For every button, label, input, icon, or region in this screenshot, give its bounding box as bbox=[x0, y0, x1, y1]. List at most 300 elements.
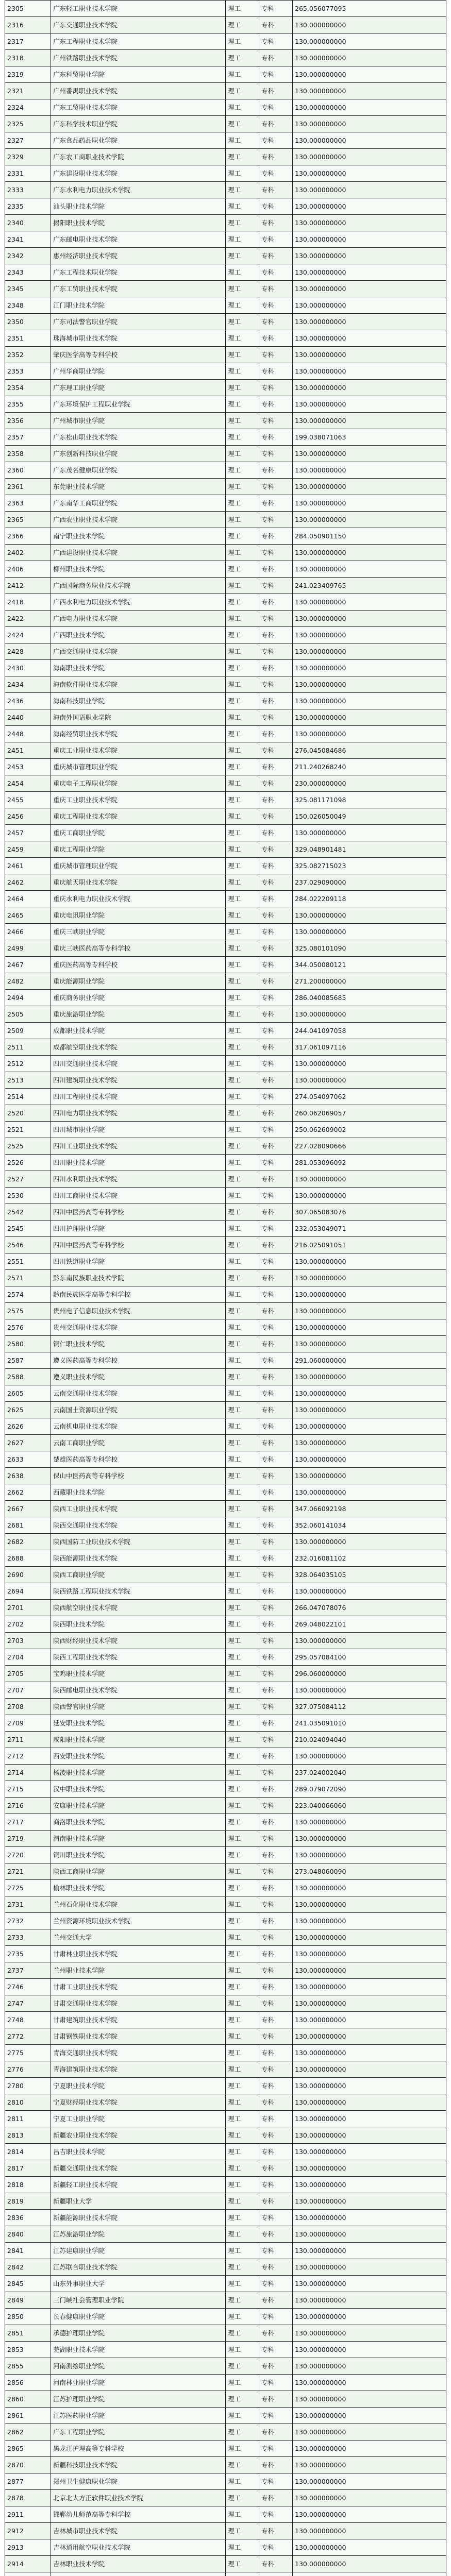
school-code-cell: 2850 bbox=[5, 2309, 51, 2325]
batch-cell: 专科 bbox=[259, 2259, 293, 2276]
score-cell: 250.062609002 bbox=[293, 1122, 446, 1138]
category-cell: 理工 bbox=[226, 2127, 259, 2144]
school-code-cell: 2454 bbox=[5, 775, 51, 792]
school-name-cell: 重庆旅游职业学院 bbox=[51, 1006, 226, 1023]
table-row bbox=[5, 2391, 446, 2408]
batch-cell: 专科 bbox=[259, 1798, 293, 1814]
table-row bbox=[5, 2523, 446, 2539]
score-cell: 130.000000000 bbox=[293, 2441, 446, 2457]
score-cell: 284.022209118 bbox=[293, 891, 446, 907]
school-name-cell: 四川城市职业学院 bbox=[51, 1122, 226, 1138]
score-cell: 130.000000000 bbox=[293, 1929, 446, 1946]
school-code-cell: 2688 bbox=[5, 1550, 51, 1567]
school-name-cell: 广西交通职业技术学院 bbox=[51, 643, 226, 660]
category-cell: 理工 bbox=[226, 281, 259, 297]
score-cell: 130.000000000 bbox=[293, 2012, 446, 2028]
batch-cell: 专科 bbox=[259, 2061, 293, 2078]
score-cell: 130.000000000 bbox=[293, 479, 446, 495]
school-name-cell: 四川电力职业技术学院 bbox=[51, 1105, 226, 1122]
table-row bbox=[5, 1039, 446, 1056]
score-cell: 130.000000000 bbox=[293, 627, 446, 643]
school-code-cell: 2877 bbox=[5, 2473, 51, 2490]
table-row bbox=[5, 132, 446, 149]
batch-cell: 专科 bbox=[259, 1880, 293, 1896]
score-cell: 130.000000000 bbox=[293, 1896, 446, 1913]
batch-cell: 专科 bbox=[259, 2193, 293, 2210]
table-row bbox=[5, 808, 446, 825]
score-cell: 130.000000000 bbox=[293, 1319, 446, 1336]
school-name-cell: 云南交通职业技术学院 bbox=[51, 1385, 226, 1402]
score-cell: 130.000000000 bbox=[293, 1946, 446, 1962]
school-code-cell: 2467 bbox=[5, 957, 51, 973]
table-row bbox=[5, 99, 446, 116]
category-cell: 理工 bbox=[226, 264, 259, 281]
school-name-cell: 柳州职业技术学院 bbox=[51, 561, 226, 578]
admission-score-table bbox=[5, 0, 446, 2576]
school-code-cell: 2329 bbox=[5, 149, 51, 165]
score-cell: 130.000000000 bbox=[293, 2028, 446, 2045]
category-cell: 理工 bbox=[226, 83, 259, 99]
category-cell: 理工 bbox=[226, 561, 259, 578]
school-name-cell: 江苏护理职业学院 bbox=[51, 2391, 226, 2408]
school-name-cell: 吉林职业技术学院 bbox=[51, 2556, 226, 2572]
batch-cell: 专科 bbox=[259, 231, 293, 248]
school-code-cell: 2626 bbox=[5, 1418, 51, 1435]
school-code-cell: 2701 bbox=[5, 1600, 51, 1616]
table-row bbox=[5, 759, 446, 775]
school-name-cell: 河南测绘职业学院 bbox=[51, 2358, 226, 2375]
school-name-cell: 昌吉职业技术学院 bbox=[51, 2144, 226, 2160]
batch-cell: 专科 bbox=[259, 1600, 293, 1616]
school-name-cell: 西安职业技术学院 bbox=[51, 1748, 226, 1765]
school-name-cell: 汉中职业技术学院 bbox=[51, 1781, 226, 1798]
category-cell: 理工 bbox=[226, 1286, 259, 1303]
category-cell: 理工 bbox=[226, 1550, 259, 1567]
score-cell: 232.016081102 bbox=[293, 1550, 446, 1567]
category-cell: 理工 bbox=[226, 462, 259, 479]
score-cell: 329.048901481 bbox=[293, 841, 446, 858]
table-row bbox=[5, 1682, 446, 1699]
category-cell: 理工 bbox=[226, 1995, 259, 2012]
batch-cell: 专科 bbox=[259, 198, 293, 215]
school-code-cell: 2512 bbox=[5, 1056, 51, 1072]
category-cell: 理工 bbox=[226, 2375, 259, 2391]
table-row bbox=[5, 1534, 446, 1550]
school-code-cell: 2325 bbox=[5, 116, 51, 132]
category-cell: 理工 bbox=[226, 742, 259, 759]
table-row bbox=[5, 2160, 446, 2177]
batch-cell: 专科 bbox=[259, 1039, 293, 1056]
school-code-cell: 2418 bbox=[5, 594, 51, 611]
score-cell: 295.057084100 bbox=[293, 1649, 446, 1666]
table-row bbox=[5, 2276, 446, 2292]
school-name-cell: 新疆轻工职业技术学院 bbox=[51, 2177, 226, 2193]
batch-cell: 专科 bbox=[259, 2358, 293, 2375]
batch-cell: 专科 bbox=[259, 924, 293, 940]
table-row bbox=[5, 1962, 446, 1979]
table-row bbox=[5, 1633, 446, 1649]
table-row bbox=[5, 198, 446, 215]
school-code-cell: 2716 bbox=[5, 1798, 51, 1814]
school-code-cell: 2354 bbox=[5, 380, 51, 396]
score-cell: 130.000000000 bbox=[293, 2193, 446, 2210]
batch-cell: 专科 bbox=[259, 1649, 293, 1666]
score-cell: 130.000000000 bbox=[293, 1451, 446, 1468]
batch-cell: 专科 bbox=[259, 957, 293, 973]
school-code-cell: 2464 bbox=[5, 891, 51, 907]
table-row bbox=[5, 1600, 446, 1616]
school-name-cell: 重庆工业职业技术学院 bbox=[51, 792, 226, 808]
batch-cell: 专科 bbox=[259, 2556, 293, 2572]
score-cell: 130.000000000 bbox=[293, 2309, 446, 2325]
batch-cell: 专科 bbox=[259, 2490, 293, 2506]
table-row bbox=[5, 775, 446, 792]
school-name-cell: 兰州交通大学 bbox=[51, 1929, 226, 1946]
batch-cell: 专科 bbox=[259, 1962, 293, 1979]
batch-cell: 专科 bbox=[259, 413, 293, 429]
score-cell: 130.000000000 bbox=[293, 1418, 446, 1435]
score-cell: 130.000000000 bbox=[293, 2111, 446, 2127]
school-code-cell: 2737 bbox=[5, 1962, 51, 1979]
batch-cell: 专科 bbox=[259, 1501, 293, 1517]
category-cell: 理工 bbox=[226, 1583, 259, 1600]
school-code-cell: 2913 bbox=[5, 2539, 51, 2556]
table-row bbox=[5, 2078, 446, 2094]
batch-cell: 专科 bbox=[259, 1616, 293, 1633]
score-cell: 130.000000000 bbox=[293, 1253, 446, 1270]
table-row bbox=[5, 1484, 446, 1501]
table-row bbox=[5, 1995, 446, 2012]
table-row bbox=[5, 1616, 446, 1633]
school-code-cell: 2525 bbox=[5, 1138, 51, 1155]
batch-cell: 专科 bbox=[259, 973, 293, 990]
score-cell: 130.000000000 bbox=[293, 198, 446, 215]
school-name-cell: 重庆工业职业技术学院 bbox=[51, 742, 226, 759]
category-cell: 理工 bbox=[226, 1138, 259, 1155]
school-name-cell: 陕西交通职业技术学院 bbox=[51, 1517, 226, 1534]
school-name-cell: 新疆职业大学 bbox=[51, 2193, 226, 2210]
table-row bbox=[5, 116, 446, 132]
table-body bbox=[5, 1, 446, 2576]
school-name-cell: 江苏建康职业学院 bbox=[51, 2243, 226, 2259]
batch-cell: 专科 bbox=[259, 561, 293, 578]
batch-cell: 专科 bbox=[259, 1748, 293, 1765]
score-cell: 325.081171098 bbox=[293, 792, 446, 808]
batch-cell: 专科 bbox=[259, 1, 293, 17]
school-code-cell: 2351 bbox=[5, 330, 51, 347]
school-code-cell: 2574 bbox=[5, 1286, 51, 1303]
school-name-cell: 新疆科技职业技术学院 bbox=[51, 2457, 226, 2473]
batch-cell: 专科 bbox=[259, 1732, 293, 1748]
batch-cell: 专科 bbox=[259, 2028, 293, 2045]
batch-cell: 专科 bbox=[259, 594, 293, 611]
category-cell: 理工 bbox=[226, 693, 259, 709]
category-cell: 理工 bbox=[226, 429, 259, 446]
table-row bbox=[5, 1649, 446, 1666]
school-code-cell: 2715 bbox=[5, 1781, 51, 1798]
batch-cell: 专科 bbox=[259, 50, 293, 66]
school-code-cell: 2705 bbox=[5, 1666, 51, 1682]
table-row bbox=[5, 231, 446, 248]
score-cell: 130.000000000 bbox=[293, 330, 446, 347]
school-name-cell: 海南科技职业学院 bbox=[51, 693, 226, 709]
batch-cell: 专科 bbox=[259, 495, 293, 512]
school-code-cell: 2451 bbox=[5, 742, 51, 759]
batch-cell: 专科 bbox=[259, 1072, 293, 1089]
school-name-cell: 广西农业职业技术学院 bbox=[51, 512, 226, 528]
school-name-cell: 重庆电子工程职业学院 bbox=[51, 775, 226, 792]
school-name-cell: 广西国际商务职业技术学院 bbox=[51, 578, 226, 594]
table-row bbox=[5, 83, 446, 99]
school-name-cell: 吉林通用航空职业技术学院 bbox=[51, 2539, 226, 2556]
school-code-cell: 2340 bbox=[5, 215, 51, 231]
category-cell: 理工 bbox=[226, 198, 259, 215]
batch-cell: 专科 bbox=[259, 264, 293, 281]
school-name-cell: 广州华商职业学院 bbox=[51, 363, 226, 380]
batch-cell: 专科 bbox=[259, 1056, 293, 1072]
school-name-cell: 广东农工商职业技术学院 bbox=[51, 149, 226, 165]
table-row bbox=[5, 627, 446, 643]
score-cell: 223.040066060 bbox=[293, 1798, 446, 1814]
school-code-cell: 2681 bbox=[5, 1517, 51, 1534]
school-name-cell: 遵义职业技术学院 bbox=[51, 1369, 226, 1385]
batch-cell: 专科 bbox=[259, 1946, 293, 1962]
school-code-cell: 2341 bbox=[5, 231, 51, 248]
batch-cell: 专科 bbox=[259, 1270, 293, 1286]
category-cell: 理工 bbox=[226, 149, 259, 165]
score-cell: 130.000000000 bbox=[293, 2226, 446, 2243]
table-row bbox=[5, 182, 446, 198]
table-row bbox=[5, 1418, 446, 1435]
category-cell: 理工 bbox=[226, 891, 259, 907]
batch-cell: 专科 bbox=[259, 1929, 293, 1946]
category-cell: 理工 bbox=[226, 1451, 259, 1468]
school-code-cell: 2633 bbox=[5, 1451, 51, 1468]
school-name-cell: 陕西国防工业职业技术学院 bbox=[51, 1534, 226, 1550]
category-cell: 理工 bbox=[226, 709, 259, 726]
batch-cell: 专科 bbox=[259, 1023, 293, 1039]
batch-cell: 专科 bbox=[259, 2506, 293, 2523]
school-code-cell: 2316 bbox=[5, 17, 51, 33]
category-cell: 理工 bbox=[226, 1221, 259, 1237]
score-cell: 130.000000000 bbox=[293, 2523, 446, 2539]
table-row bbox=[5, 2556, 446, 2572]
table-row bbox=[5, 2325, 446, 2342]
batch-cell: 专科 bbox=[259, 2523, 293, 2539]
school-name-cell: 楚雄医药高等专科学校 bbox=[51, 1451, 226, 1468]
table-row bbox=[5, 2572, 446, 2576]
batch-cell: 专科 bbox=[259, 2276, 293, 2292]
school-name-cell: 青海交通职业技术学院 bbox=[51, 2045, 226, 2061]
category-cell: 理工 bbox=[226, 2226, 259, 2243]
batch-cell: 专科 bbox=[259, 1006, 293, 1023]
category-cell: 理工 bbox=[226, 2539, 259, 2556]
category-cell: 理工 bbox=[226, 1567, 259, 1583]
school-code-cell: 2842 bbox=[5, 2259, 51, 2276]
batch-cell: 专科 bbox=[259, 116, 293, 132]
category-cell: 理工 bbox=[226, 1402, 259, 1418]
school-code-cell: 2748 bbox=[5, 2012, 51, 2028]
school-name-cell: 北京北大方正软件职业技术学院 bbox=[51, 2490, 226, 2506]
batch-cell: 专科 bbox=[259, 545, 293, 561]
category-cell: 理工 bbox=[226, 2490, 259, 2506]
score-cell: 130.000000000 bbox=[293, 1583, 446, 1600]
school-code-cell: 2732 bbox=[5, 1913, 51, 1929]
score-cell: 347.066092198 bbox=[293, 1501, 446, 1517]
school-code-cell: 2331 bbox=[5, 165, 51, 182]
category-cell: 理工 bbox=[226, 1303, 259, 1319]
school-name-cell: 江苏联合职业技术学院 bbox=[51, 2259, 226, 2276]
table-row bbox=[5, 2441, 446, 2457]
score-cell: 130.000000000 bbox=[293, 314, 446, 330]
batch-cell: 专科 bbox=[259, 660, 293, 676]
category-cell: 理工 bbox=[226, 2210, 259, 2226]
batch-cell: 专科 bbox=[259, 429, 293, 446]
score-cell: 130.000000000 bbox=[293, 462, 446, 479]
school-name-cell: 四川护理职业学院 bbox=[51, 1221, 226, 1237]
table-row bbox=[5, 1435, 446, 1451]
batch-cell: 专科 bbox=[259, 479, 293, 495]
batch-cell: 专科 bbox=[259, 1781, 293, 1798]
school-name-cell: 新疆交通职业技术学院 bbox=[51, 2160, 226, 2177]
score-cell: 130.000000000 bbox=[293, 33, 446, 50]
table-row bbox=[5, 693, 446, 709]
category-cell: 理工 bbox=[226, 2177, 259, 2193]
category-cell: 理工 bbox=[226, 1237, 259, 1253]
school-name-cell: 承德护理职业学院 bbox=[51, 2325, 226, 2342]
score-cell: 130.000000000 bbox=[293, 709, 446, 726]
batch-cell: 专科 bbox=[259, 693, 293, 709]
school-code-cell: 2772 bbox=[5, 2028, 51, 2045]
batch-cell: 专科 bbox=[259, 676, 293, 693]
score-cell: 130.000000000 bbox=[293, 1979, 446, 1995]
score-cell: 210.024094040 bbox=[293, 1732, 446, 1748]
school-name-cell: 广东建设职业技术学院 bbox=[51, 165, 226, 182]
school-code-cell: 2317 bbox=[5, 33, 51, 50]
batch-cell: 专科 bbox=[259, 775, 293, 792]
score-cell: 130.000000000 bbox=[293, 2539, 446, 2556]
table-row bbox=[5, 1781, 446, 1798]
table-row bbox=[5, 1863, 446, 1880]
batch-cell: 专科 bbox=[259, 462, 293, 479]
score-cell: 130.000000000 bbox=[293, 561, 446, 578]
score-cell: 130.000000000 bbox=[293, 2358, 446, 2375]
category-cell: 理工 bbox=[226, 1188, 259, 1204]
score-cell: 352.060141034 bbox=[293, 1517, 446, 1534]
table-row bbox=[5, 66, 446, 83]
batch-cell: 专科 bbox=[259, 709, 293, 726]
category-cell: 理工 bbox=[226, 2078, 259, 2094]
batch-cell: 专科 bbox=[259, 2309, 293, 2325]
school-code-cell: 2542 bbox=[5, 1204, 51, 1221]
table-row bbox=[5, 1913, 446, 1929]
school-code-cell: 2819 bbox=[5, 2193, 51, 2210]
batch-cell: 专科 bbox=[259, 1484, 293, 1501]
school-code-cell: 2459 bbox=[5, 841, 51, 858]
table-row bbox=[5, 1221, 446, 1237]
category-cell: 理工 bbox=[226, 759, 259, 775]
table-row bbox=[5, 1501, 446, 1517]
score-cell: 130.000000000 bbox=[293, 182, 446, 198]
batch-cell: 专科 bbox=[259, 83, 293, 99]
batch-cell: 专科 bbox=[259, 363, 293, 380]
table-row bbox=[5, 1847, 446, 1863]
table-row bbox=[5, 2193, 446, 2210]
table-row bbox=[5, 1880, 446, 1896]
school-code-cell: 2348 bbox=[5, 297, 51, 314]
score-cell: 130.000000000 bbox=[293, 1188, 446, 1204]
school-name-cell: 广东水利电力职业技术学院 bbox=[51, 182, 226, 198]
school-name-cell: 广东工程职业学院 bbox=[51, 2424, 226, 2441]
school-code-cell: 2708 bbox=[5, 1699, 51, 1715]
table-row bbox=[5, 1056, 446, 1072]
school-name-cell: 商洛职业技术学院 bbox=[51, 1814, 226, 1831]
school-name-cell: 陕西邮电职业技术学院 bbox=[51, 1682, 226, 1699]
category-cell: 理工 bbox=[226, 1896, 259, 1913]
batch-cell: 专科 bbox=[259, 1847, 293, 1863]
score-cell: 130.000000000 bbox=[293, 1056, 446, 1072]
school-code-cell: 2462 bbox=[5, 874, 51, 891]
table-row bbox=[5, 1006, 446, 1023]
category-cell: 理工 bbox=[226, 1814, 259, 1831]
school-code-cell: 2412 bbox=[5, 578, 51, 594]
category-cell: 理工 bbox=[226, 495, 259, 512]
score-cell: 216.025091051 bbox=[293, 1237, 446, 1253]
batch-cell: 专科 bbox=[259, 792, 293, 808]
school-name-cell: 四川工业职业技术学院 bbox=[51, 1138, 226, 1155]
school-name-cell: 海南外国语职业学院 bbox=[51, 709, 226, 726]
school-code-cell: 2878 bbox=[5, 2490, 51, 2506]
category-cell: 理工 bbox=[226, 2556, 259, 2572]
school-code-cell: 2366 bbox=[5, 528, 51, 545]
school-name-cell: 广东工程职业技术学院 bbox=[51, 33, 226, 50]
school-name-cell: 新疆能源职业技术学院 bbox=[51, 2210, 226, 2226]
category-cell: 理工 bbox=[226, 2391, 259, 2408]
category-cell: 理工 bbox=[226, 1122, 259, 1138]
table-row bbox=[5, 660, 446, 676]
category-cell: 理工 bbox=[226, 1600, 259, 1616]
school-name-cell: 新疆农业职业技术学院 bbox=[51, 2127, 226, 2144]
school-code-cell: 2851 bbox=[5, 2325, 51, 2342]
score-cell: 260.062069057 bbox=[293, 1105, 446, 1122]
table-row bbox=[5, 1946, 446, 1962]
batch-cell: 专科 bbox=[259, 940, 293, 957]
school-code-cell: 2707 bbox=[5, 1682, 51, 1699]
score-cell: 130.000000000 bbox=[293, 924, 446, 940]
school-name-cell: 芜湖职业技术学院 bbox=[51, 2342, 226, 2358]
score-cell: 130.000000000 bbox=[293, 281, 446, 297]
category-cell: 理工 bbox=[226, 1929, 259, 1946]
school-code-cell: 2853 bbox=[5, 2342, 51, 2358]
table-row bbox=[5, 1715, 446, 1732]
school-code-cell: 2363 bbox=[5, 495, 51, 512]
school-name-cell: 贵州交通职业技术学院 bbox=[51, 1319, 226, 1336]
school-code-cell: 2849 bbox=[5, 2292, 51, 2309]
batch-cell: 专科 bbox=[259, 149, 293, 165]
school-code-cell: 2509 bbox=[5, 1023, 51, 1039]
category-cell: 理工 bbox=[226, 973, 259, 990]
table-row bbox=[5, 1204, 446, 1221]
table-row bbox=[5, 874, 446, 891]
table-row bbox=[5, 1336, 446, 1352]
category-cell: 理工 bbox=[226, 1781, 259, 1798]
score-cell: 130.000000000 bbox=[293, 2342, 446, 2358]
school-code-cell: 2422 bbox=[5, 611, 51, 627]
school-code-cell: 2714 bbox=[5, 1765, 51, 1781]
score-cell: 130.000000000 bbox=[293, 2210, 446, 2226]
category-cell: 理工 bbox=[226, 479, 259, 495]
score-cell: 130.000000000 bbox=[293, 413, 446, 429]
